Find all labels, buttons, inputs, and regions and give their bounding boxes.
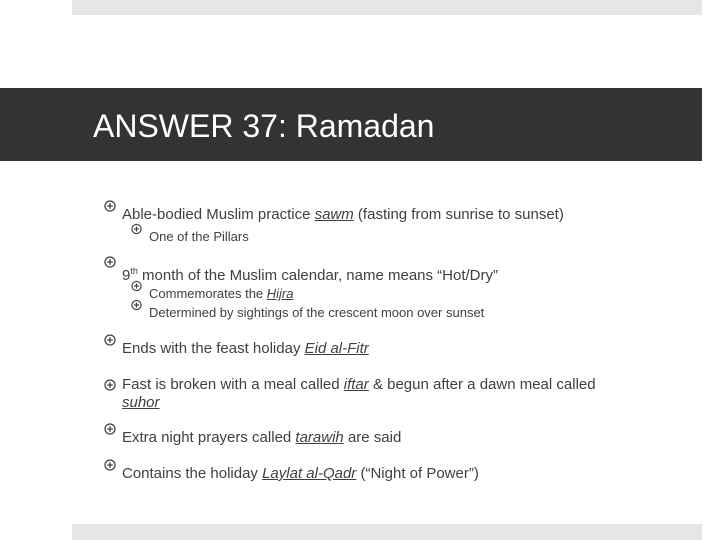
term-eid-al-fitr: Eid al-Fitr: [304, 340, 369, 357]
term-sawm: sawm: [314, 206, 354, 223]
term-hijra: Hijra: [266, 286, 294, 301]
bullet-text: Extra night prayers called: [122, 429, 296, 446]
bullet-text: month of the Muslim calendar, name means “Hot/Dry”: [137, 267, 498, 284]
slide-title: ANSWER 37: Ramadan: [93, 108, 435, 144]
term-tarawih: tarawih: [295, 429, 344, 446]
circled-plus-icon: [104, 256, 116, 268]
circled-plus-icon: [104, 459, 116, 471]
circled-plus-icon: [131, 300, 142, 311]
ordinal-suffix: th: [130, 266, 138, 276]
bullet-text: Ends with the feast holiday: [122, 340, 305, 357]
circled-plus-icon: [131, 281, 142, 292]
bullet-text: (fasting from sunrise to sunset): [353, 206, 564, 223]
bullet-text: (“Night of Power”): [356, 465, 479, 482]
bottom-decor-strip: [72, 524, 702, 540]
bullet-text: Fast is broken with a meal called: [122, 376, 344, 393]
circled-plus-icon: [104, 379, 116, 391]
top-decor-strip: [72, 0, 702, 15]
bullet-text: Contains the holiday: [122, 465, 263, 482]
bullet-text: Able-bodied Muslim practice: [122, 206, 315, 223]
term-laylat-al-qadr: Laylat al-Qadr: [262, 465, 357, 482]
circled-plus-icon: [104, 334, 116, 346]
term-iftar: iftar: [343, 376, 369, 393]
bullet-text: Determined by sightings of the crescent moon over sunset: [149, 305, 485, 320]
bullet-text: One of the Pillars: [149, 229, 249, 244]
bullet-text: are said: [343, 429, 402, 446]
circled-plus-icon: [104, 200, 116, 212]
circled-plus-icon: [104, 423, 116, 435]
bullet-text: 9: [122, 267, 131, 284]
bullet-text: & begun after a dawn meal called: [368, 376, 596, 393]
bullet-text: Commemorates the: [149, 286, 267, 301]
term-suhor: suhor: [122, 394, 160, 411]
circled-plus-icon: [131, 224, 142, 235]
